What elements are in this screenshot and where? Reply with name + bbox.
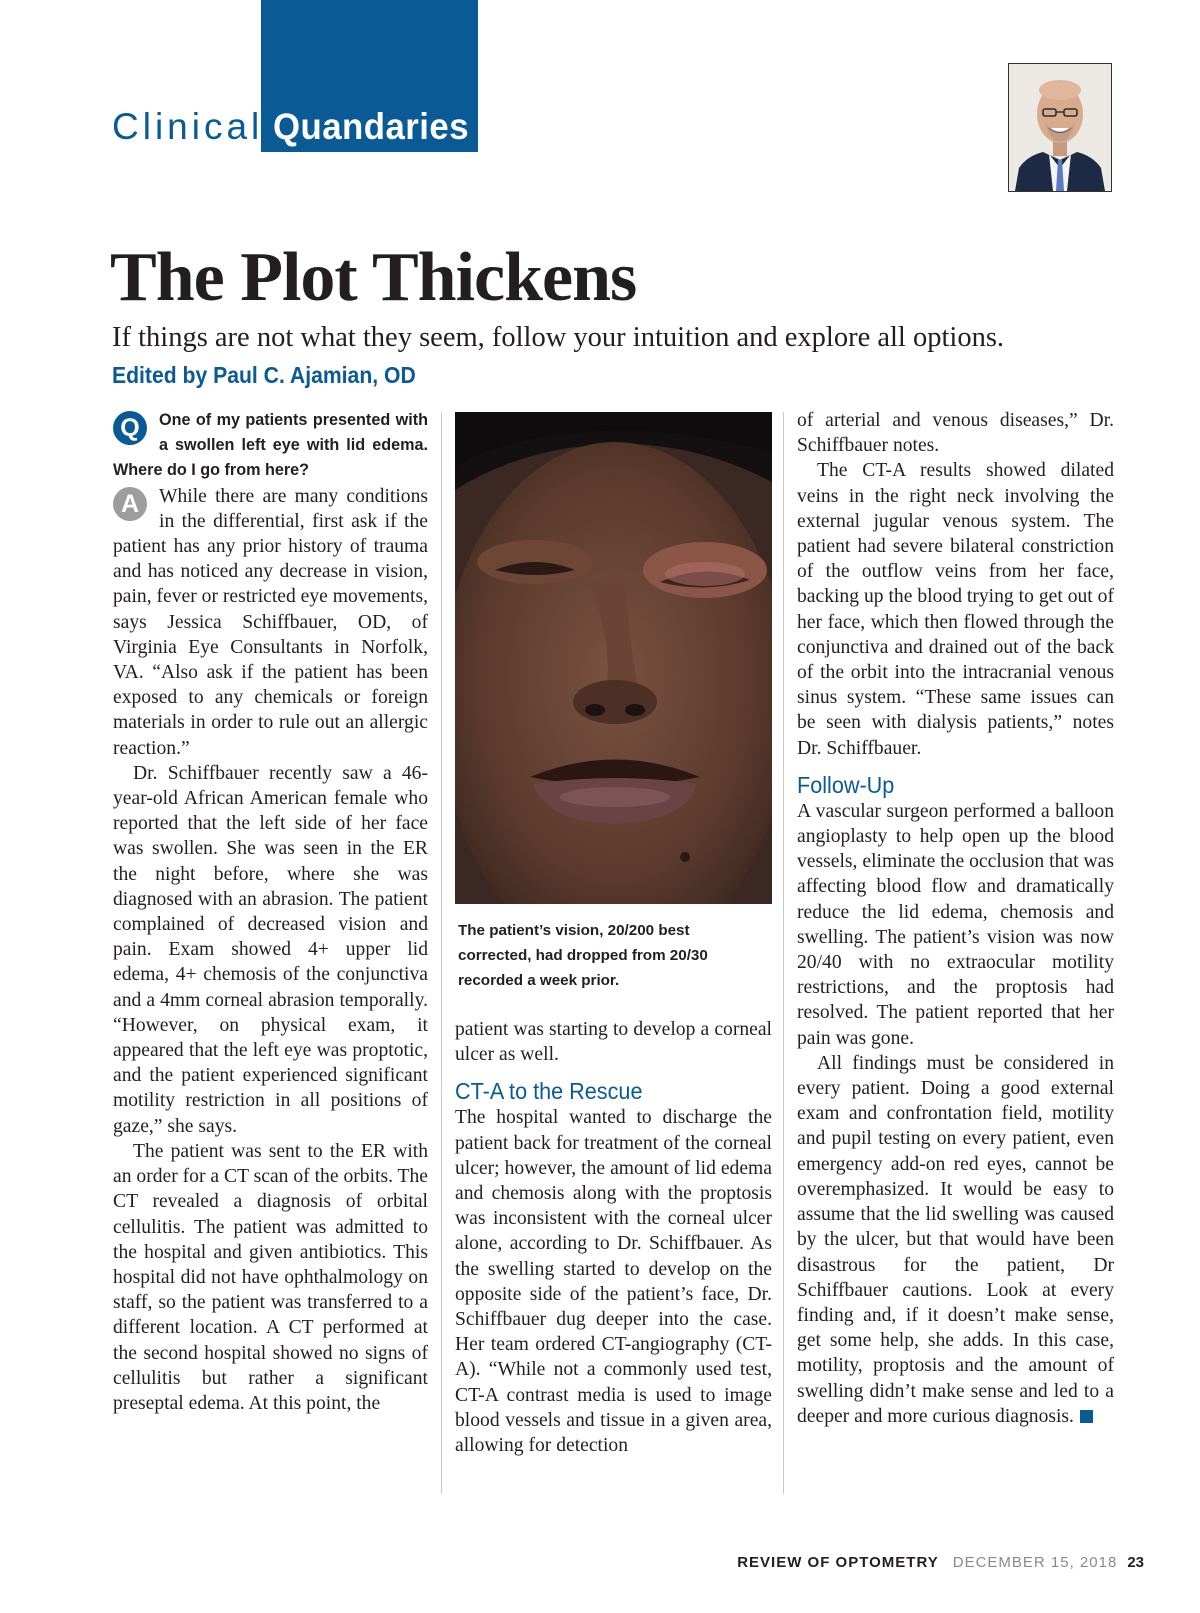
end-of-article-mark-icon: [1080, 1410, 1093, 1423]
answer-badge-icon: A: [113, 487, 147, 521]
body-paragraph: [797, 1051, 1114, 1429]
text-column-1: [113, 408, 428, 1416]
publication-name: REVIEW OF OPTOMETRY: [737, 1554, 939, 1571]
answer-paragraph: While there are many conditions in the differential, first ask if the patient has any prior history of trauma and has noticed any decrease in vision, pain, fever or restricted eye movements, says Jessica Schiffbauer, OD, of Virginia Eye Consultants in Norfolk, VA. “Also ask if the patient has been exposed to any chemicals or foreign materials in order to rule out an allergic reaction.”: [113, 485, 429, 759]
article-title: The Plot Thickens: [110, 239, 637, 316]
section-heading: CT-A to the Rescue: [455, 1078, 643, 1105]
patient-photo: [455, 412, 772, 904]
text-column-2: [455, 1017, 772, 1458]
column-divider: [441, 412, 442, 1494]
body-paragraph: of arterial and venous diseases,” Dr. Schiffbauer notes.: [797, 410, 1114, 457]
column-name-light: Clinical: [112, 106, 264, 147]
closing-paragraph-text: All findings must be considered in every patient. Doing a good external exam and confrontation field, motility and pupil testing on every patient, even emergency add-on red eyes, cannot be overemphasized. It would be easy to assume that the lid swelling was caused by the ulcer, but that would have been disastrous for the patient, Dr Schiffbauer cautions. Look at every finding and, if it doesn’t make sense, get some help, she adds. In this case, motility, proptosis and the amount of swelling didn’t make sense and led to a deeper and more curious diagnosis.: [797, 1052, 1114, 1427]
article-editor-byline: Edited by Paul C. Ajamian, OD: [112, 362, 416, 388]
issue-date: DECEMBER 15, 2018: [952, 1554, 1118, 1571]
question-badge-icon: Q: [113, 411, 147, 445]
page-number: 23: [1127, 1554, 1144, 1571]
text-column-3: [797, 408, 1114, 1429]
column-divider: [783, 412, 784, 1494]
body-paragraph: The patient was sent to the ER with an order for a CT scan of the orbits. The CT revealed a diagnosis of orbital cellulitis. The patient was admitted to the hospital and given antibiotics. This hospital did not have ophthalmology on staff, so the patient was transferred to a different location. A CT performed at the second hospital showed no signs of cellulitis but rather a significant preseptal edema. At this point, the: [113, 1140, 428, 1414]
patient-face-illustration: [455, 412, 772, 904]
headshot-illustration: [1009, 64, 1111, 191]
page-footer: [737, 1554, 1144, 1571]
body-paragraph: The CT-A results showed dilated veins in the right neck involving the external jugular venous system. The patient had severe bilateral constriction of the outflow veins from her face, backing up the blood trying to get out of her face, which then flowed through the conjunctiva and drained out of the back of the orbit into the intracranial venous sinus system. “These same issues can be seen with dialysis patients,” notes Dr. Schiffbauer.: [797, 460, 1114, 759]
section-heading: Follow-Up: [797, 771, 895, 798]
figure-caption: The patient’s vision, 20/200 best corrected, had dropped from 20/30 recorded a week prior.: [458, 922, 708, 990]
body-paragraph: Dr. Schiffbauer recently saw a 46-year-old African American female who reported that the left side of her face was swollen. She was seen in the ER the night before, where she was diagnosed with an abrasion. The patient complained of decreased vision and pain. Exam showed 4+ upper lid edema, 4+ chemosis of the conjunctiva and a 4mm corneal abrasion temporally. “However, on physical exam, it appeared that the left eye was proptotic, and the patient experienced significant motility restriction in all positions of gaze,” she says.: [113, 762, 428, 1137]
column-name-bold: Quandaries: [273, 106, 470, 147]
body-paragraph: A vascular surgeon performed a balloon angioplasty to help open up the blood vessels, eliminate the occlusion that was affecting blood flow and dramatically reduce the lid edema, chemosis and swelling. The patient’s vision was now 20/40 with no extraocular motility restrictions, and the proptosis had resolved. The patient reported that her pain was gone.: [797, 800, 1114, 1049]
body-paragraph: patient was starting to develop a corneal ulcer as well.: [455, 1019, 772, 1066]
body-paragraph: The hospital wanted to discharge the patient back for treatment of the corneal ulcer; however, the amount of lid edema and chemosis along with the proptosis was inconsistent with the corneal ulcer alone, according to Dr. Schiffbauer. As the swelling started to develop on the opposite side of the patient’s face, Dr. Schiffbauer dug deeper into the case. Her team ordered CT-angiography (CT-A). “While not a commonly used test, CT-A contrast media is used to image blood vessels and tissue in a given area, allowing for detection: [455, 1107, 772, 1457]
editor-headshot-photo: [1008, 63, 1112, 192]
article-subtitle: If things are not what they seem, follow your intuition and explore all options.: [112, 322, 1005, 353]
reader-question: One of my patients presented with a swollen left eye with lid edema. Where do I go from here?: [113, 411, 428, 480]
